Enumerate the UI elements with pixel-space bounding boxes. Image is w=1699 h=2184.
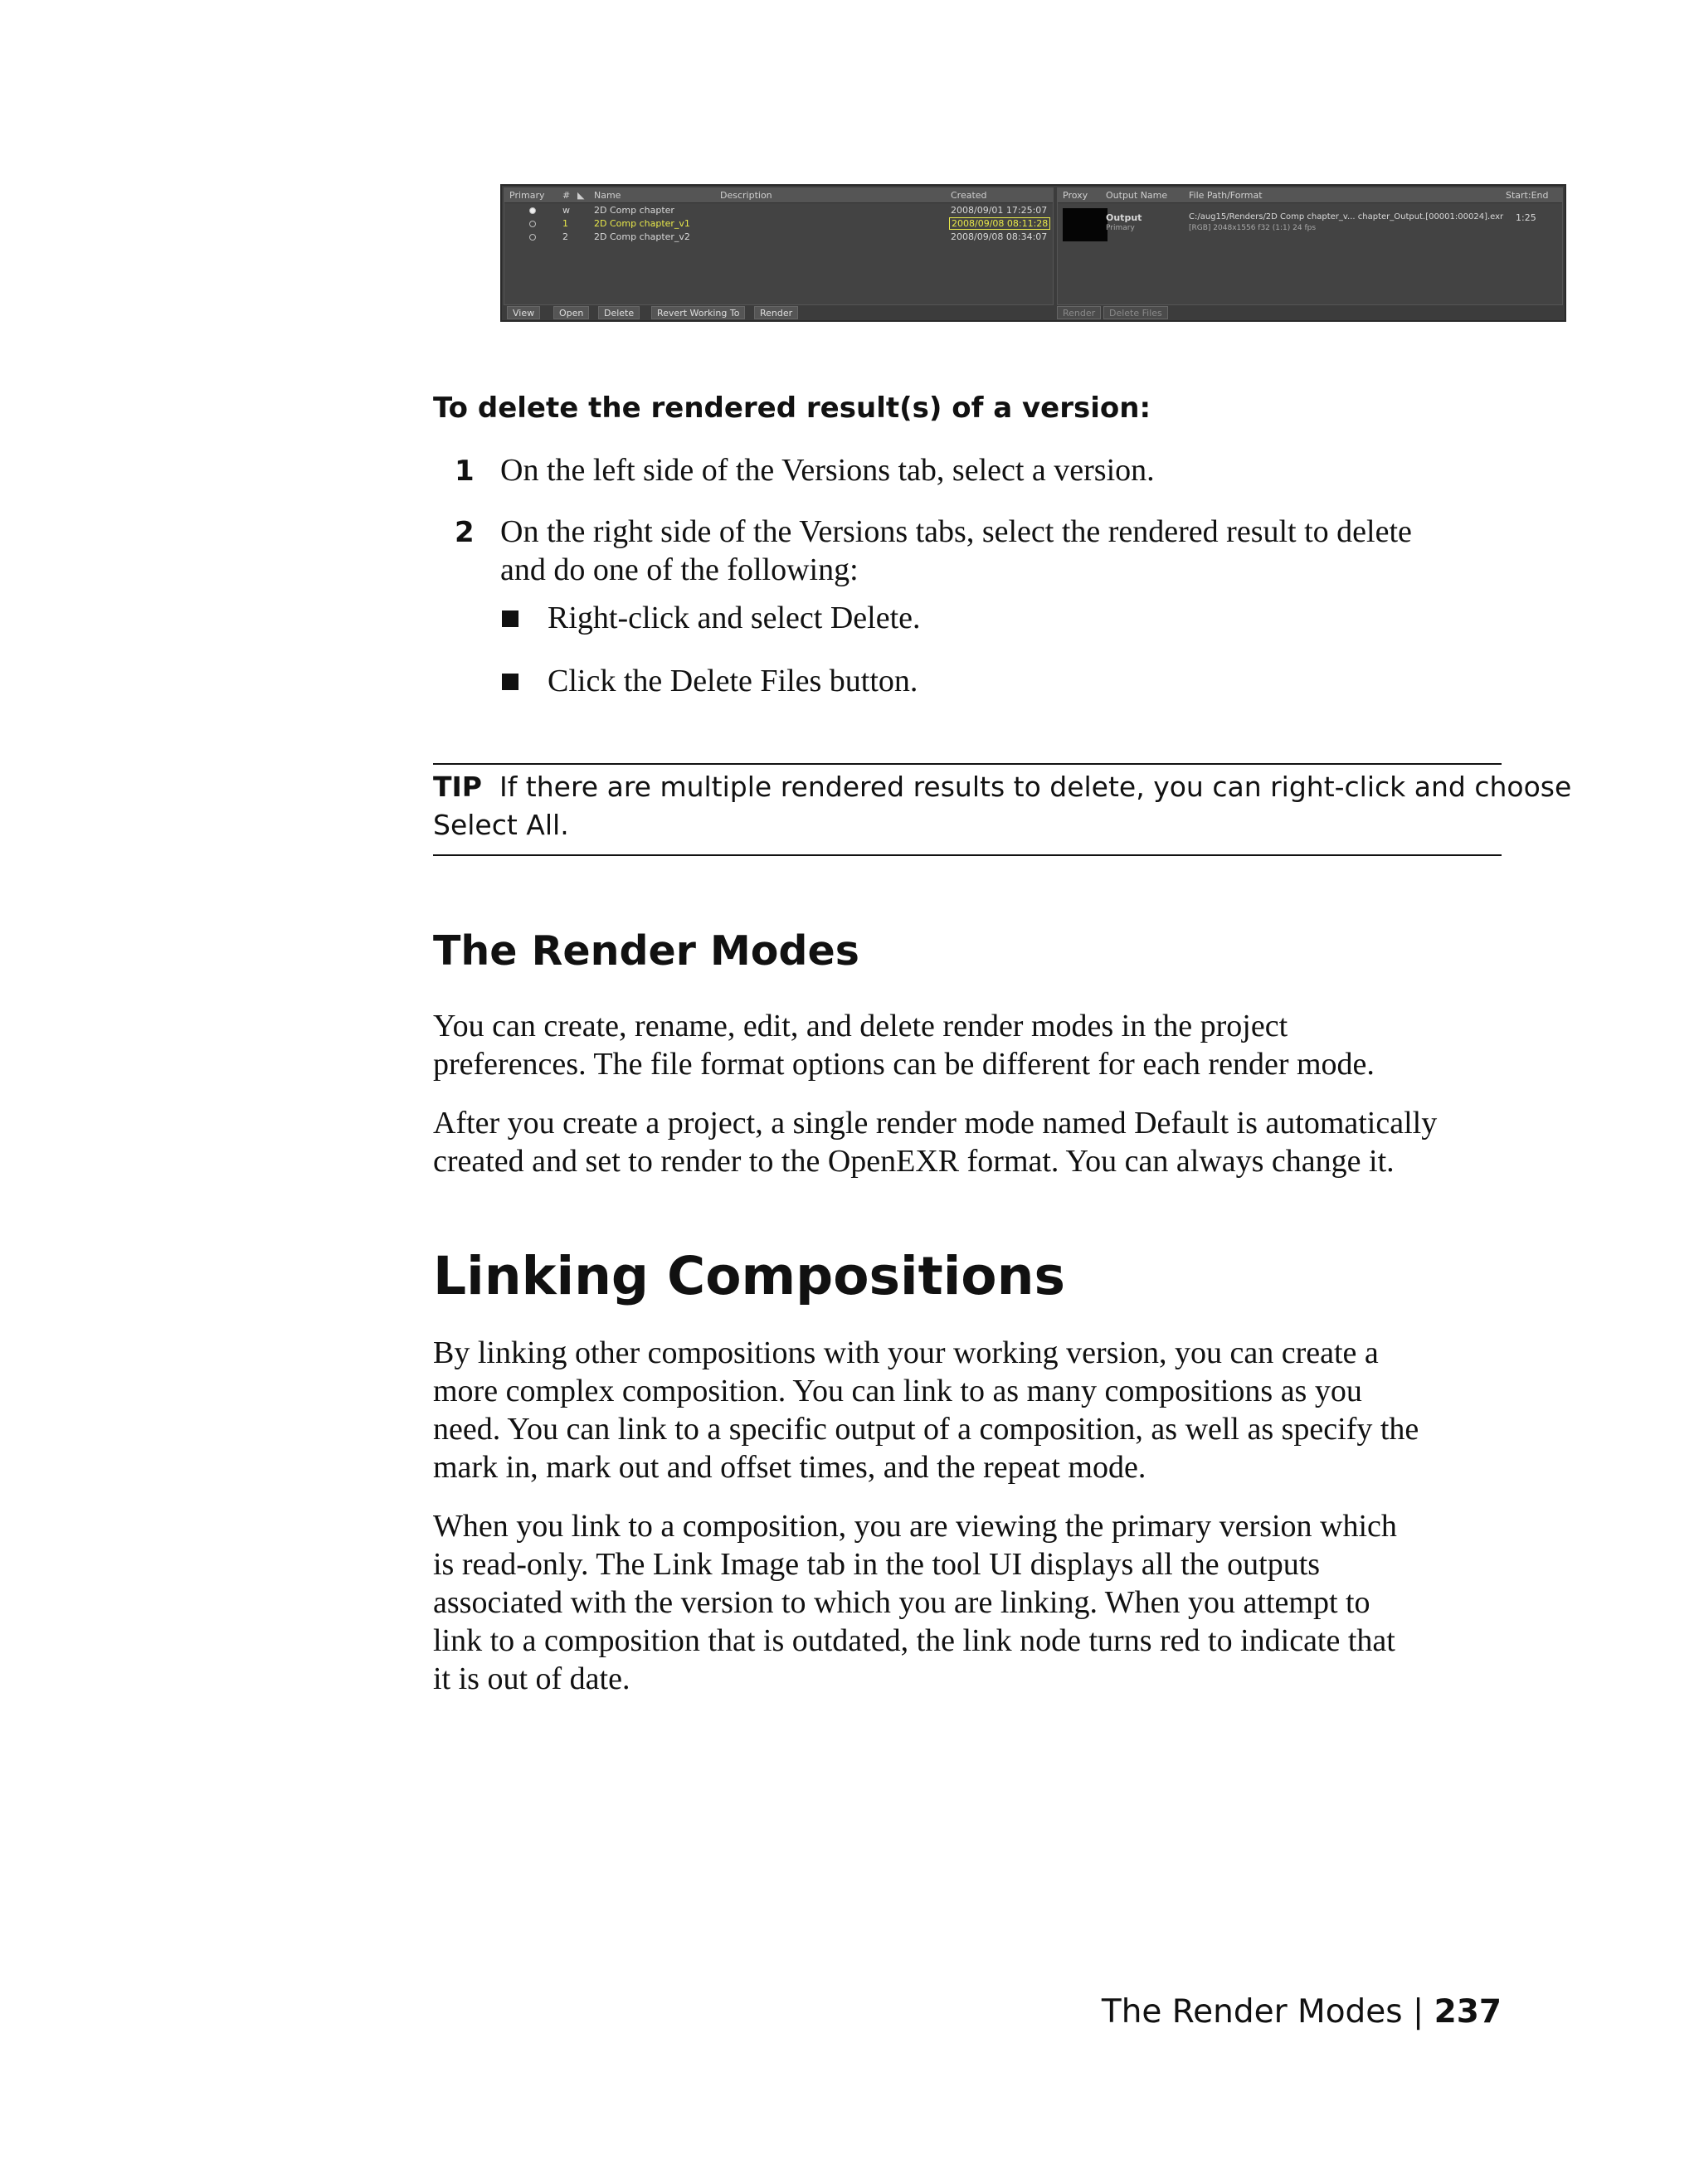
output-row[interactable]: Output C:/aug15/Renders/2D Comp chapter_v... chapter_Output.[00001:00024].exr 1:25 <box>1106 212 1536 223</box>
version-row[interactable]: w 2D Comp chapter 2008/09/01 17:25:07 <box>504 204 1053 217</box>
procedure-title: To delete the rendered result(s) of a version: <box>433 392 1151 425</box>
revert-working-to-button[interactable]: Revert Working To <box>651 306 745 319</box>
tip-text-line: If there are multiple rendered results to delete, you can right-click and choose <box>499 771 1572 803</box>
col-start-end[interactable]: Start:End <box>1506 190 1549 201</box>
col-description[interactable]: Description <box>720 190 772 201</box>
col-name[interactable]: Name <box>594 190 621 201</box>
tip-bottom-rule <box>433 854 1502 856</box>
tip-top-rule <box>433 763 1502 765</box>
output-render-button[interactable]: Render <box>1057 306 1101 319</box>
open-button[interactable]: Open <box>553 306 589 319</box>
step-text-line: On the right side of the Versions tabs, select the rendered result to delete <box>500 514 1412 549</box>
versions-list-header <box>504 188 1053 203</box>
versions-list-pane <box>504 187 1054 305</box>
view-button[interactable]: View <box>507 306 540 319</box>
step-text-line: and do one of the following: <box>500 552 859 587</box>
bullet-text: Click the Delete Files button. <box>548 664 918 698</box>
tip-box <box>433 768 1572 844</box>
sort-icon: ◣ <box>577 190 585 201</box>
versions-tab-screenshot <box>500 184 1566 322</box>
paragraph: You can create, rename, edit, and delete render modes in the project preferences. The file format options can be different for each render mode. <box>433 1009 1375 1082</box>
tip-label: TIP <box>433 771 482 803</box>
version-row-selected[interactable]: 1 2D Comp chapter_v1 2008/09/08 08:11:28 <box>504 217 1053 231</box>
page-number: 237 <box>1434 1993 1502 2031</box>
section-heading: The Render Modes <box>433 927 859 975</box>
chapter-heading: Linking Compositions <box>433 1246 1065 1306</box>
footer-separator: | <box>1413 1993 1424 2031</box>
delete-button[interactable]: Delete <box>598 306 640 319</box>
primary-radio[interactable] <box>529 221 536 227</box>
step-number: 1 <box>455 455 475 488</box>
col-file-path[interactable]: File Path/Format <box>1189 190 1263 201</box>
bullet-square-icon <box>502 610 518 627</box>
bullet-square-icon <box>502 674 518 690</box>
outputs-pane <box>1057 187 1563 305</box>
tip-text-line: Select All. <box>433 809 569 841</box>
col-proxy[interactable]: Proxy <box>1063 190 1088 201</box>
output-sub-row: Primary [RGB] 2048x1556 f32 (1:1) 24 fps <box>1106 224 1317 232</box>
outputs-header <box>1058 188 1562 203</box>
col-output-name[interactable]: Output Name <box>1106 190 1168 201</box>
col-primary[interactable]: Primary <box>509 190 545 201</box>
version-row[interactable]: 2 2D Comp chapter_v2 2008/09/08 08:34:07 <box>504 231 1053 244</box>
render-button[interactable]: Render <box>754 306 798 319</box>
step-number: 2 <box>455 516 475 549</box>
paragraph: When you link to a composition, you are viewing the primary version which is read-only. The Link Image tab in the tool UI displays all the outputs associated with the version to which you are linking. When you attempt to link to a composition that is outdated, the link node turns red to indicate that it is out of date. <box>433 1509 1397 1696</box>
col-number[interactable]: # <box>562 190 571 201</box>
paragraph: After you create a project, a single render mode named Default is automatically created and set to render to the OpenEXR format. You can always change it. <box>433 1106 1438 1179</box>
primary-radio[interactable] <box>529 234 536 241</box>
page-footer <box>1102 1993 1502 2031</box>
paragraph: By linking other compositions with your working version, you can create a more complex composition. You can link to as many compositions as you need. You can link to a specific output of a composition, as well as specify the mark in, mark out and offset times, and the repeat mode. <box>433 1335 1419 1485</box>
step-text: On the left side of the Versions tab, select a version. <box>500 453 1155 488</box>
footer-section: The Render Modes <box>1101 1993 1403 2031</box>
bullet-text: Right-click and select Delete. <box>548 601 921 635</box>
col-created[interactable]: Created <box>951 190 987 201</box>
primary-radio[interactable] <box>529 207 536 214</box>
delete-files-button[interactable]: Delete Files <box>1103 306 1168 319</box>
